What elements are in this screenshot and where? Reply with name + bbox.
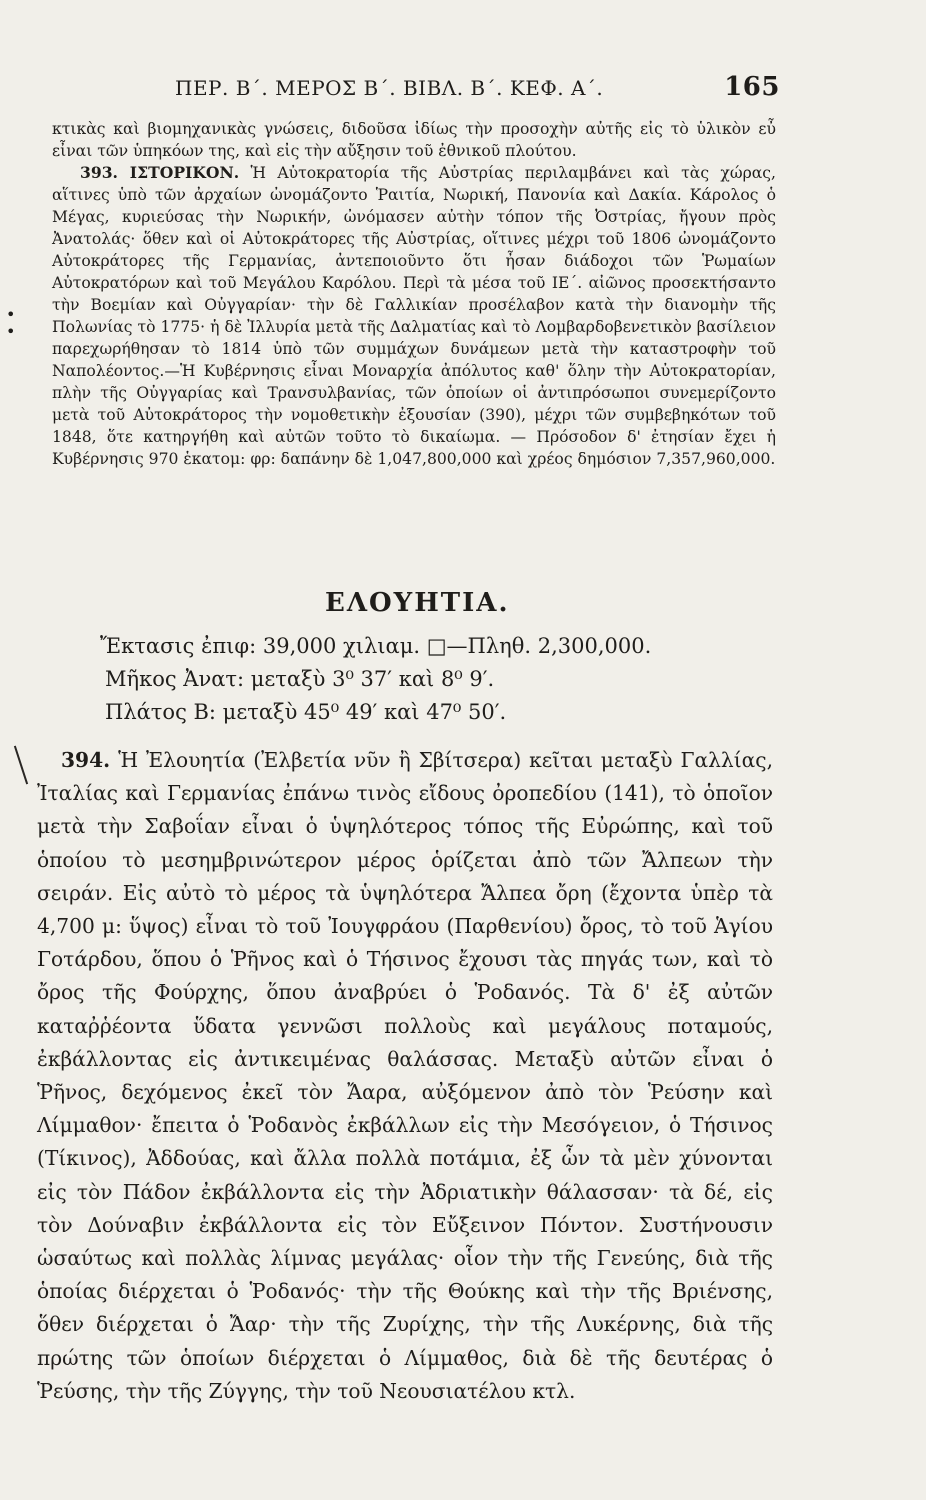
area-population-line: Ἔκτασις ἐπιφ: 39,000 χιλιαμ. □—Πληθ. 2,300,000. (100, 634, 652, 658)
latitude-line: Πλάτος Β: μεταξὺ 45⁰ 49′ καὶ 47⁰ 50′. (105, 700, 507, 724)
geography-text: Ἡ Ἐλουητία (Ἐλβετία νῦν ἢ Σβίτσερα) κεῖται μεταξὺ Γαλλίας, Ἰταλίας καὶ Γερμανίας ἐπάνω τινὸς εἴδους ὀροπεδίου (141), τὸ ὁποῖον μετὰ τὴν Σαβοΐαν εἶναι ὁ ὑψηλότερος τόπος τῆς Εὐρώπης, καὶ τοῦ ὁποίου τὸ μεσημβρινώτερον μέρος ὁρίζεται ἀπὸ τῶν Ἄλπεων τὴν σειράν. Εἰς αὐτὸ τὸ μέρος τὰ ὑψηλότερα Ἄλπεα ὄρη (ἔχοντα ὑπὲρ τὰ 4,700 μ: ὕψος) εἶναι τὸ τοῦ Ἰουγφράου (Παρθενίου) ὄρος, τὸ τοῦ Ἁγίου Γοτάρδου, ὅπου ὁ Ῥῆνος καὶ ὁ Τήσινος ἔχουσι τὰς πηγάς των, καὶ τὸ ὄρος τῆς Φούρχης, ὅπου ἀναβρύει ὁ Ῥοδανός. Τὰ δ' ἐξ αὐτῶν καταῤῥέοντα ὕδατα γεννῶσι πολλοὺς καὶ μεγάλους ποταμούς, ἐκβάλλοντας εἰς ἀντικειμένας θαλάσσας. Μεταξὺ αὐτῶν εἶναι ὁ Ῥῆνος, δεχόμενος ἐκεῖ τὸν Ἄαρα, αὐξόμενον ἀπὸ τὸν Ῥεύσην καὶ Λίμμαθον· ἔπειτα ὁ Ῥοδανὸς ἐκβάλλων εἰς τὴν Μεσόγειον, ὁ Τήσινος (Τίκινος), Ἀδδούας, καὶ ἄλλα πολλὰ ποτάμια, ἐξ ὧν τὰ μὲν χύνονται εἰς τὸν Πάδον ἐκβάλλοντα εἰς τὴν Ἀδριατικὴν θάλασσαν· τὰ δέ, εἰς τὸν Δούναβιν ἐκβάλλοντα εἰς τὸν Εὔξεινον Πόντον. Συστήνουσιν ὡσαύτως καὶ πολλὰς λίμνας μεγάλας· οἷον τὴν τῆς Γενεύης, διὰ τῆς ὁποίας διέρχεται ὁ Ῥοδανός· τὴν τῆς Θούκης καὶ τὴν τῆς Βριένσης, ὅθεν διέρχεται ὁ Ἄαρ· τὴν τῆς Ζυρίχης, τὴν τῆς Λυκέρνης, διὰ τῆς πρώτης τῶν ὁποίων διέρχεται ὁ Λίμμαθος, διὰ δὲ τῆς δευτέρας ὁ Ῥεύσης, τὴν τῆς Ζύγγης, τὴν τοῦ Νεουσιατέλου κτλ. (37, 748, 773, 1403)
geography-paragraph (37, 744, 773, 1408)
switzerland-description-block (37, 744, 773, 1408)
continued-paragraph: κτικὰς καὶ βιομηχανικὰς γνώσεις, διδοῦσα ἰδίως τὴν προσοχὴν αὐτῆς εἰς τὸ ὑλικὸν εὖ εἶναι τῶν ὑπηκόων της, καὶ εἰς τὴν αὔξησιν τοῦ ἐθνικοῦ πλούτου. (52, 120, 776, 160)
running-header (175, 72, 780, 106)
switzerland-stats (100, 630, 740, 729)
margin-dot-mark-2: • (6, 322, 16, 341)
austria-history-block (52, 118, 776, 470)
history-paragraph (52, 162, 776, 470)
margin-pencil-mark (14, 746, 28, 785)
page-number: 165 (724, 72, 780, 102)
section-title: ΕΛΟΥΗΤΙΑ. (325, 588, 510, 618)
running-title: ΠΕΡ. Β΄. ΜΕΡΟΣ Β΄. ΒΙΒΛ. Β΄. ΚΕΦ. Α΄. (175, 76, 604, 100)
paragraph-number-394: 394. (61, 748, 111, 772)
paragraph-number-393: 393. ΙΣΤΟΡΙΚΟΝ. (80, 163, 240, 182)
margin-dot-mark: • (6, 305, 16, 324)
history-text: Ἡ Αὐτοκρατορία τῆς Αὐστρίας περιλαμβάνει καὶ τὰς χώρας, αἵτινες ὑπὸ τῶν ἀρχαίων ὠνομάζοντο Ῥαιτία, Νωρική, Πανονία καὶ Δακία. Κάρολος ὁ Μέγας, κυριεύσας τὴν Νωρικήν, ὠνόμασεν αὐτὴν τόπον τῆς Ὀστρίας, ἤγουν πρὸς Ἀνατολάς· ὅθεν καὶ οἱ Αὐτοκράτορες τῆς Αὐστρίας, οἵτινες μέχρι τοῦ 1806 ὠνομάζοντο Αὐτοκράτορες τῆς Γερμανίας, ἀντεποιοῦντο ὅτι ἦσαν διάδοχοι τῶν Ῥωμαίων Αὐτοκρατόρων καὶ τοῦ Μεγάλου Καρόλου. Περὶ τὰ μέσα τοῦ ΙΕ΄. αἰῶνος προσεκτήσαντο τὴν Βοεμίαν καὶ Οὐγγαρίαν· τὴν δὲ Γαλλικίαν προσέλαβον κατὰ τὴν διανομὴν τῆς Πολωνίας τὸ 1775· ἡ δὲ Ἰλλυρία μετὰ τῆς Δαλματίας καὶ τὸ Λομβαρδοβενετικὸν βασίλειον παρεχωρήθησαν τὸ 1814 ὑπὸ τῶν συμμάχων δυνάμεων μετὰ τὴν καταστροφὴν τοῦ Ναπολέοντος.—Ἡ Κυβέρνησις εἶναι Μοναρχία ἀπόλυτος καθ' ὅλην τὴν Αὐτοκρατορίαν, πλὴν τῆς Οὐγγαρίας καὶ Τρανσυλβανίας, τῶν ὁποίων οἱ ἀντιπρόσωποι συνεμερίζοντο μετὰ τοῦ Αὐτοκράτορος τὴν νομοθετικὴν ἐξουσίαν (390), μέχρι τῶν συμβεβηκότων τοῦ 1848, ὅτε κατηργήθη καὶ αὐτῶν τοῦτο τὸ δικαίωμα. — Πρόσοδον δ' ἐτησίαν ἔχει ἡ Κυβέρνησις 970 ἑκατομ: φρ: δαπάνην δὲ 1,047,800,000 καὶ χρέος δημόσιον 7,357,960,000. (52, 164, 776, 468)
longitude-line: Μῆκος Ἀνατ: μεταξὺ 3⁰ 37′ καὶ 8⁰ 9′. (105, 667, 495, 691)
